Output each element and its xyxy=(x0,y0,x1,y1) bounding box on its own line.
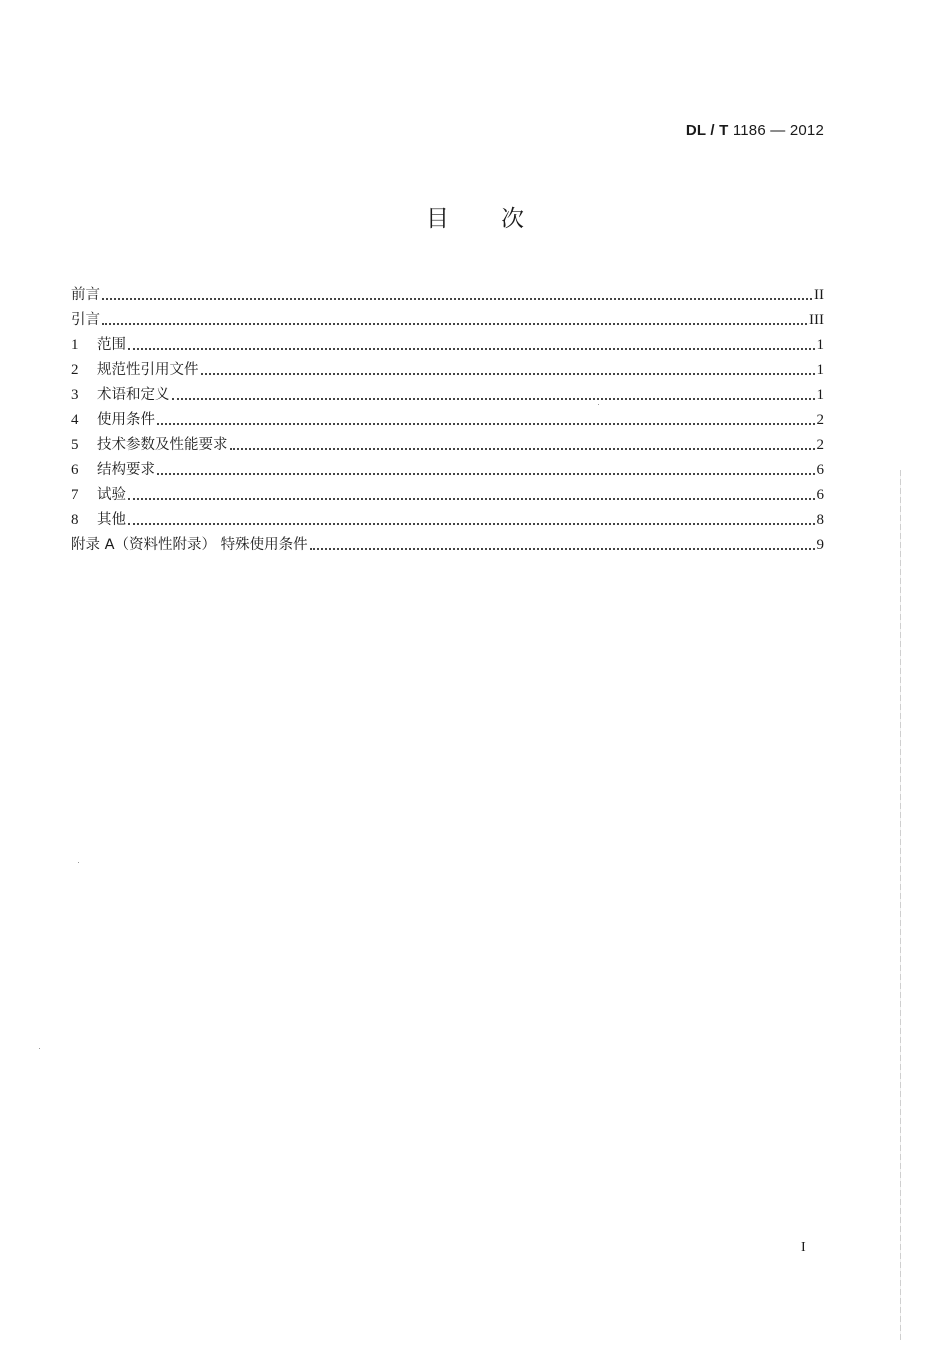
dot-leader xyxy=(172,398,815,400)
toc-entry-page: III xyxy=(809,312,824,328)
scan-speck xyxy=(78,862,79,863)
toc-entry-page: 6 xyxy=(816,462,824,478)
dot-leader xyxy=(157,473,815,475)
toc-entry-page: 1 xyxy=(816,337,824,353)
toc-entry-introduction[interactable] xyxy=(71,306,824,331)
toc-entry-5[interactable] xyxy=(71,431,824,456)
dot-leader xyxy=(310,548,815,550)
toc-entry-text: 使用条件 xyxy=(97,412,155,428)
toc-entry-6[interactable] xyxy=(71,456,824,481)
toc-entry-text: 引言 xyxy=(71,312,100,328)
toc-entry-page: 1 xyxy=(816,387,824,403)
page-number: I xyxy=(801,1240,806,1255)
standard-number: 1186 — 2012 xyxy=(732,122,824,139)
toc-entry-number: 8 xyxy=(71,512,79,528)
dot-leader xyxy=(157,423,815,425)
toc-entry-2[interactable] xyxy=(71,356,824,381)
toc-entry-number: 1 xyxy=(71,337,79,353)
toc-entry-page: 2 xyxy=(816,437,824,453)
toc-entry-text: 其他 xyxy=(97,512,126,528)
toc-entry-appendix-a[interactable] xyxy=(71,531,824,556)
dot-leader xyxy=(201,373,815,375)
page-title: 目次 xyxy=(426,206,576,232)
toc-entry-number: 5 xyxy=(71,437,79,453)
toc-entry-page: 2 xyxy=(816,412,824,428)
standard-prefix: DL / T xyxy=(685,122,729,139)
toc-entry-4[interactable] xyxy=(71,406,824,431)
toc-entry-page: 9 xyxy=(816,537,824,553)
toc-entry-1[interactable] xyxy=(71,331,824,356)
toc-entry-preface[interactable] xyxy=(71,281,824,306)
scan-speck xyxy=(598,404,599,405)
toc-entry-text: 规范性引用文件 xyxy=(97,362,199,378)
toc-entry-page: II xyxy=(814,287,824,303)
toc-entry-3[interactable] xyxy=(71,381,824,406)
toc-entry-page: 6 xyxy=(816,487,824,503)
toc-entry-text: 结构要求 xyxy=(97,462,155,478)
scan-speck xyxy=(39,1048,40,1049)
toc-entry-page: 8 xyxy=(816,512,824,528)
scan-edge-line xyxy=(900,470,901,1340)
dot-leader xyxy=(102,323,807,325)
toc-entry-text: 前言 xyxy=(71,287,100,303)
toc-entry-number: 2 xyxy=(71,362,79,378)
toc-entry-page: 1 xyxy=(816,362,824,378)
dot-leader xyxy=(128,498,815,500)
dot-leader xyxy=(102,298,812,300)
toc-entry-number: 3 xyxy=(71,387,79,403)
toc-entry-text: 试验 xyxy=(97,487,126,503)
toc-entry-text: 技术参数及性能要求 xyxy=(97,437,228,453)
toc-entry-text: 术语和定义 xyxy=(97,387,170,403)
toc-entry-number: 4 xyxy=(71,412,79,428)
dot-leader xyxy=(230,448,815,450)
toc-entry-text: 附录 A（资料性附录） 特殊使用条件 xyxy=(71,537,308,553)
toc-entry-8[interactable] xyxy=(71,506,824,531)
toc-entry-number: 6 xyxy=(71,462,79,478)
dot-leader xyxy=(128,523,815,525)
toc-entry-text: 范围 xyxy=(97,337,126,353)
standard-code xyxy=(686,122,824,139)
toc-entry-7[interactable] xyxy=(71,481,824,506)
toc-entry-number: 7 xyxy=(71,487,79,503)
table-of-contents xyxy=(71,281,824,556)
dot-leader xyxy=(128,348,815,350)
